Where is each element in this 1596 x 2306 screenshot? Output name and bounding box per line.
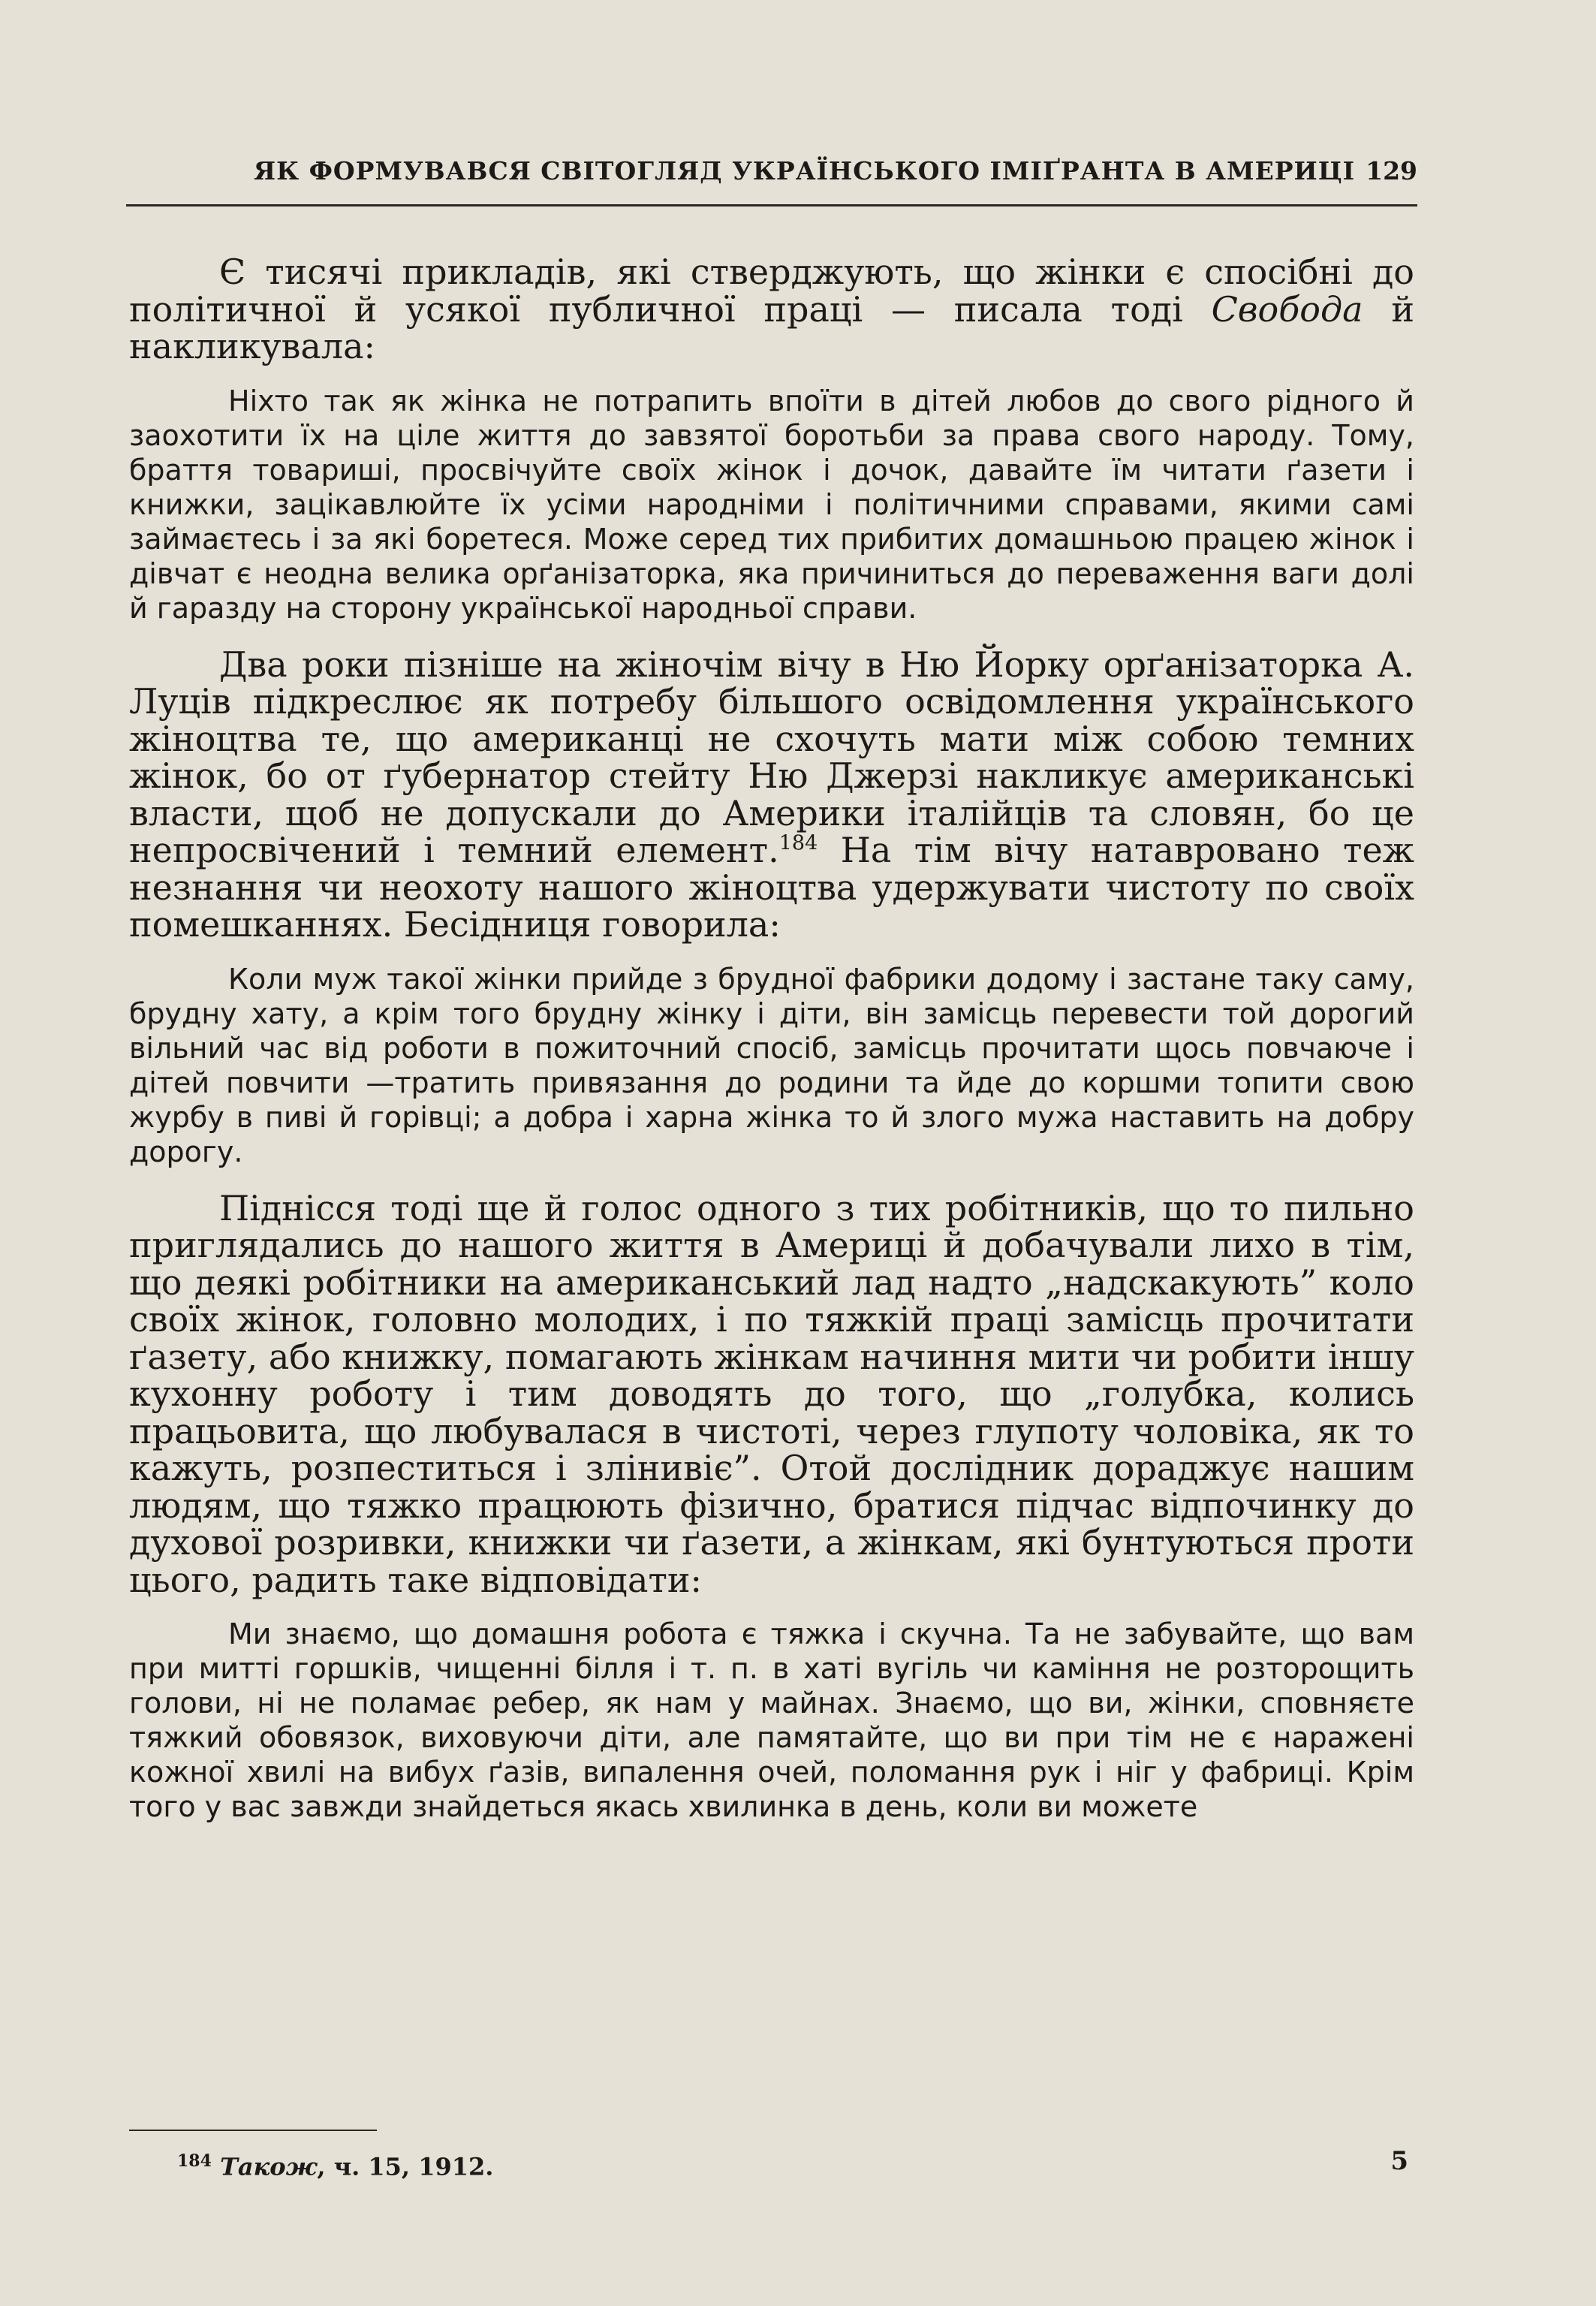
footnote-number: 184 xyxy=(177,2151,212,2171)
printer-signature-mark: 5 xyxy=(1390,2146,1408,2176)
running-title: ЯК ФОРМУВАВСЯ СВІТОГЛЯД УКРАЇНСЬКОГО ІМІҐРАНТА В АМЕРИЦІ xyxy=(254,156,1356,185)
paragraph-3: Піднісся тоді ще й голос одного з тих робітників, що то пильно приглядались до нашого життя в Америці й добачували лихо в тім, що деякі робітники на американський лад надто „надскакують” коло своїх жінок, головно молодих, і по тяжкій праці замісць прочитати ґазету, або книжку, помагають жінкам начиння мити чи робити іншу кухонну роботу і тим доводять до того, що „голубка, колись працьовита, що любувалася в чистоті, через глупоту чоловіка, як то кажуть, розпеститься і злінивіє”. Отой дослідник дораджує нашим людям, що тяжко працюють фізично, братися підчас відпочинку до духової розривки, книжки чи ґазети, а жінкам, які бунтуються проти цього, радить таке відповідати: xyxy=(129,1187,1414,1600)
paragraph-1-text-end: й накликувала: xyxy=(129,288,1414,366)
block-quote-2: Коли муж такої жінки прийде з брудної фабрики додому і застане таку саму, брудну хату, а крім того брудну жінку і діти, він замісць перевести той дорогий вільний час від роботи в пожиточний спосіб, замісць прочитати щось повчаюче і дітей повчити —тратить привязання до родини та йде до коршми топити свою журбу в пиві й горівці; а добра і харна жінка то й злого мужа наставить на добру дорогу. xyxy=(129,962,1414,1168)
header-rule xyxy=(126,204,1417,206)
block-quote-3: Ми знаємо, що домашня робота є тяжка і скучна. Та не забувайте, що вам при митті горшків, чищенні білля і т. п. в хаті вугіль чи каміння не розторощить голови, ні не поламає ребер, як нам у майнах. Знаємо, що ви, жінки, сповняєте тяжкий обовязок, виховуючи діти, але памятайте, що ви при тім не є наражені кожної хвилі на вибух ґазів, випалення очей, поломання рук і ніг у фабриці. Крім того у вас завжди знайдеться якась хвилинка в день, коли ви можете xyxy=(129,1617,1414,1823)
paragraph-2-text-start: Два роки пізніше на жіночім вічу в Ню Йорку орґанізаторка А. Луців підкреслює як потребу більшого освідомлення українського жіноцтва те, що американці не схочуть мати між собою темних жінок, бо от ґубернатор стейту Ню Джерзі накликує американські власти, щоб не допускали до Америки італійців та словян, бо це непросвічений і темний елемент. xyxy=(129,644,1414,870)
paragraph-2 xyxy=(129,644,1414,945)
paragraph-1 xyxy=(129,254,1414,366)
page-header xyxy=(126,156,1417,194)
newspaper-title: Свобода xyxy=(1211,288,1363,330)
page-number: 129 xyxy=(1366,156,1417,185)
paragraph-2-text-end: На тім вічу натавровано теж незнання чи неохоту нашого жіноцтва удержувати чистоту по своїх помешканнях. Бесідниця говорила: xyxy=(129,830,1414,945)
paragraph-1-text-start: Є тисячі прикладів, які стверджують, що жінки є спосібні до політичної й усякої публичної праці — писала тоді xyxy=(129,252,1414,330)
footnote-rule xyxy=(129,2130,377,2131)
footnote-reference: 184 xyxy=(778,831,818,855)
footnote xyxy=(177,2151,493,2181)
body-text xyxy=(129,254,1414,1845)
footnote-details: , ч. 15, 1912. xyxy=(317,2152,494,2181)
footnote-source: Також xyxy=(220,2152,318,2181)
block-quote-1: Ніхто так як жінка не потрапить впоїти в дітей любов до свого рідного й заохотити їх на ціле життя до завзятої боротьби за права свого народу. Тому, браття товариші, просвічуйте своїх жінок і дочок, давайте їм читати ґазети і книжки, зацікавлюйте їх усіми народніми і політичними справами, якими самі займаєтесь і за які боретеся. Може серед тих прибитих домашньою працею жінок і дівчат є неодна велика орґанізаторка, яка причиниться до переваження ваги долі й гаразду на сторону української народньої справи. xyxy=(129,384,1414,625)
